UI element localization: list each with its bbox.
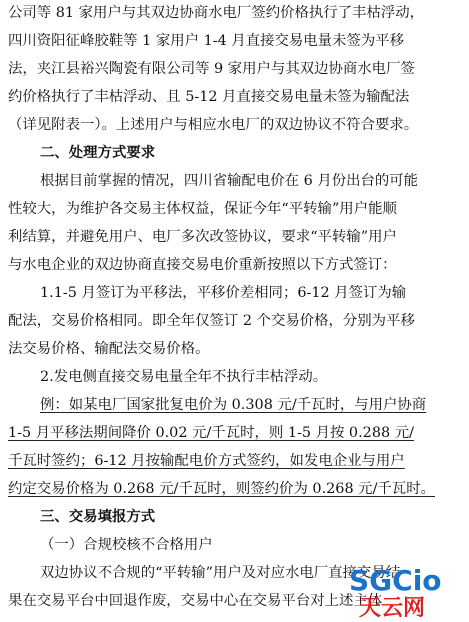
text-line-11: 1.1-5 月签订为平移法，平移价差相同；6-12 月签订为输 bbox=[40, 285, 407, 301]
watermark-logo-text: SGCio bbox=[349, 564, 442, 597]
text-line-21: 双边协议不合规的“平转输”用户及对应水电厂直接交易结 bbox=[40, 565, 401, 581]
text-line-7: 根据目前掌握的情况，四川省输配电价在 6 月份出台的可能 bbox=[40, 173, 419, 189]
text-line-10: 与水电企业的双边协商直接交易电价重新按照以下方式签订： bbox=[8, 257, 397, 273]
text-line-8: 性较大，为维护各交易主体权益，保证今年“平转输”用户能顺 bbox=[8, 201, 397, 217]
text-line-22: 果在交易平台中回退作废，交易中心在交易平台对上述主体 bbox=[8, 593, 383, 609]
text-line-12: 配法，交易价格相同。即全年仅签订 2 个交易价格，分别为平移 bbox=[8, 313, 415, 329]
text-line-14: 2.发电侧直接交易电量全年不执行丰枯浮动。 bbox=[40, 369, 328, 385]
text-line-5: （详见附表一）。上述用户与相应水电厂的双边协议不符合要求。 bbox=[8, 117, 419, 133]
text-line-3: 法，夹江县裕兴陶瓷有限公司等 9 家用户与其双边协商水电厂签 bbox=[8, 61, 415, 77]
example-line-4: 约定交易价格为 0.268 元/千瓦时，则签约价为 0.268 元/千瓦时。 bbox=[8, 481, 435, 497]
example-line-3: 千瓦时签约；6-12 月按输配电价方式签约，如发电企业与用户 bbox=[8, 453, 405, 469]
watermark-logo bbox=[345, 560, 463, 618]
section-heading-2: 二、处理方式要求 bbox=[40, 145, 156, 161]
example-line-1: 例：如某电厂国家批复电价为 0.308 元/千瓦时，与用户协商 bbox=[40, 397, 427, 413]
example-line-2: 1-5 月平移法期间降价 0.02 元/千瓦时，则 1-5 月按 0.288 元/ bbox=[8, 425, 414, 441]
text-line-4: 约价格执行了丰枯浮动、且 5-12 月直接交易电量未签为输配法 bbox=[8, 89, 410, 105]
text-line-2: 四川资阳征峰胶鞋等 1 家用户 1-4 月直接交易电量未签为平移 bbox=[8, 33, 405, 49]
subsection-heading-1: （一）合规校核不合格用户 bbox=[40, 537, 213, 553]
text-line-9: 利结算，并避免用户、电厂多次改签协议，要求“平转输”用户 bbox=[8, 229, 397, 245]
text-line-1: 公司等 81 家用户与其双边协商水电厂签约价格执行了丰枯浮动， bbox=[8, 5, 425, 21]
watermark-site-name: 天云网 bbox=[359, 596, 426, 618]
section-heading-3: 三、交易填报方式 bbox=[40, 509, 156, 525]
text-line-13: 法交易价格、输配法交易价格。 bbox=[8, 341, 210, 357]
